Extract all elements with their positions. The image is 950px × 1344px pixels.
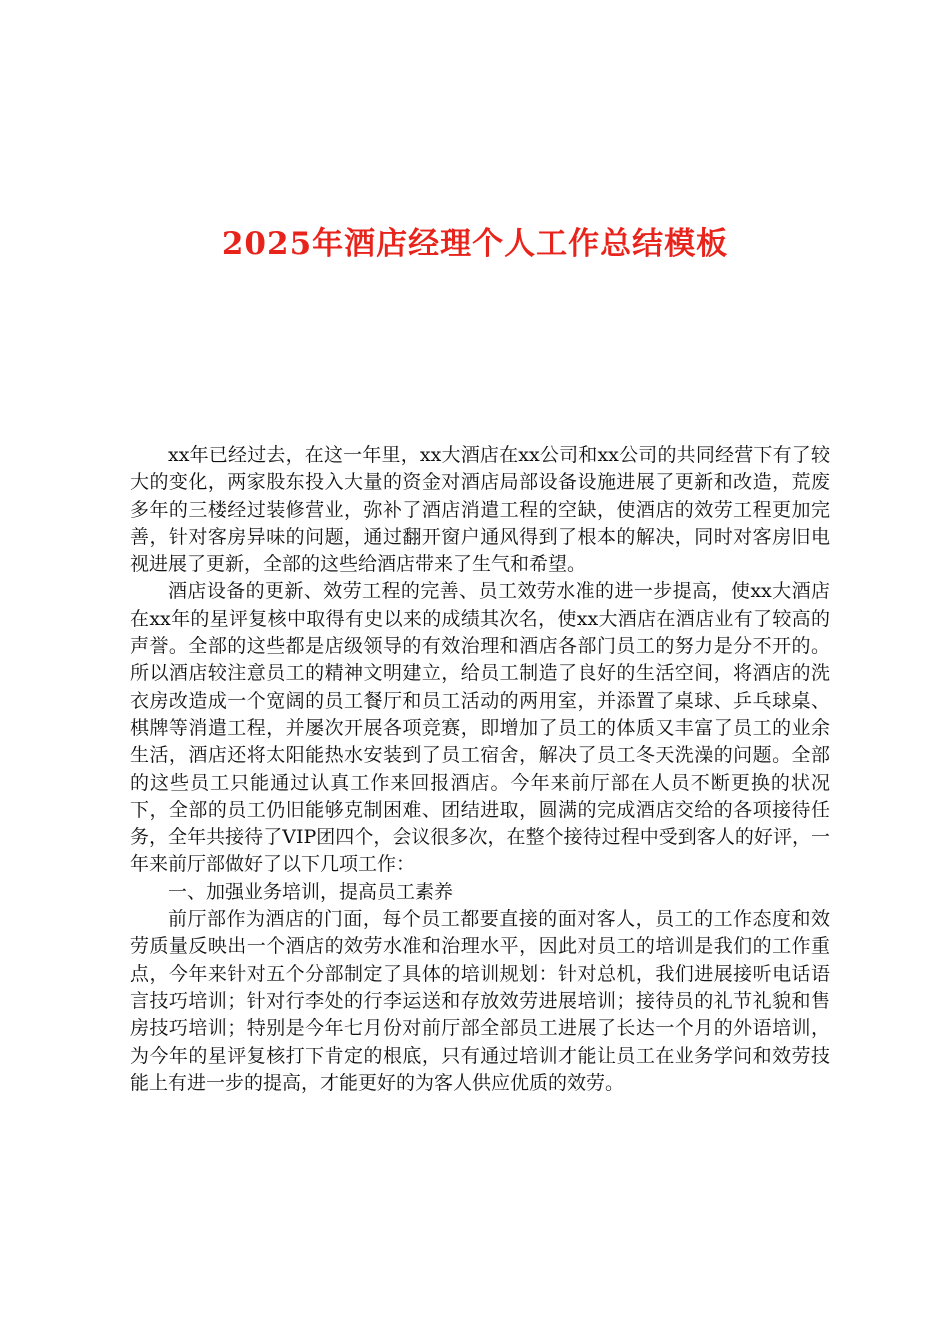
paragraph-intro: xx年已经过去，在这一年里，xx大酒店在xx公司和xx公司的共同经营下有了较大的变化，两家股东投入大量的资金对酒店局部设备设施进展了更新和改造，荒废多年的三楼经过装修营业，弥补了酒店消遣工程的空缺，使酒店的效劳工程更加完善，针对客房异味的问题，通过翻开窗户通风得到了根本的解决，同时对客房旧电视进展了更新，全部的这些给酒店带来了生气和希望。 xyxy=(130,444,830,576)
paragraph-training: 前厅部作为酒店的门面，每个员工都要直接的面对客人，员工的工作态度和效劳质量反映出一个酒店的效劳水准和治理水平，因此对员工的培训是我们的工作重点，今年来针对五个分部制定了具体的培训规划：针对总机，我们进展接听电话语言技巧培训；针对行李处的行李运送和存放效劳进展培训；接待员的礼节礼貌和售房技巧培训；特别是今年七月份对前厅部全部员工进展了长达一个月的外语培训，为今年的星评复核打下肯定的根底，只有通过培训才能让员工在业务学问和效劳技能上有进一步的提高，才能更好的为客人供应优质的效劳。 xyxy=(130,908,830,1094)
paragraph-achievements: 酒店设备的更新、效劳工程的完善、员工效劳水准的进一步提高，使xx大酒店在xx年的星评复核中取得有史以来的成绩其次名，使xx大酒店在酒店业有了较高的声誉。全部的这些都是店级领导的有效治理和酒店各部门员工的努力是分不开的。所以酒店较注意员工的精神文明建立，给员工制造了良好的生活空间，将酒店的洗衣房改造成一个宽阔的员工餐厅和员工活动的两用室，并添置了桌球、乒乓球桌、棋牌等消遣工程，并屡次开展各项竞赛，即增加了员工的体质又丰富了员工的业余生活，酒店还将太阳能热水安装到了员工宿舍，解决了员工冬天洗澡的问题。全部的这些员工只能通过认真工作来回报酒店。今年来前厅部在人员不断更换的状况下，全部的员工仍旧能够克制困难、团结进取，圆满的完成酒店交给的各项接待任务，全年共接待了VIP团四个，会议很多次，在整个接待过程中受到客人的好评，一年来前厅部做好了以下几项工作： xyxy=(130,580,830,876)
document-title: 2025年酒店经理个人工作总结模板 xyxy=(221,225,729,262)
section-heading-training: 一、加强业务培训，提高员工素养 xyxy=(168,880,454,903)
document-body xyxy=(130,442,830,1097)
